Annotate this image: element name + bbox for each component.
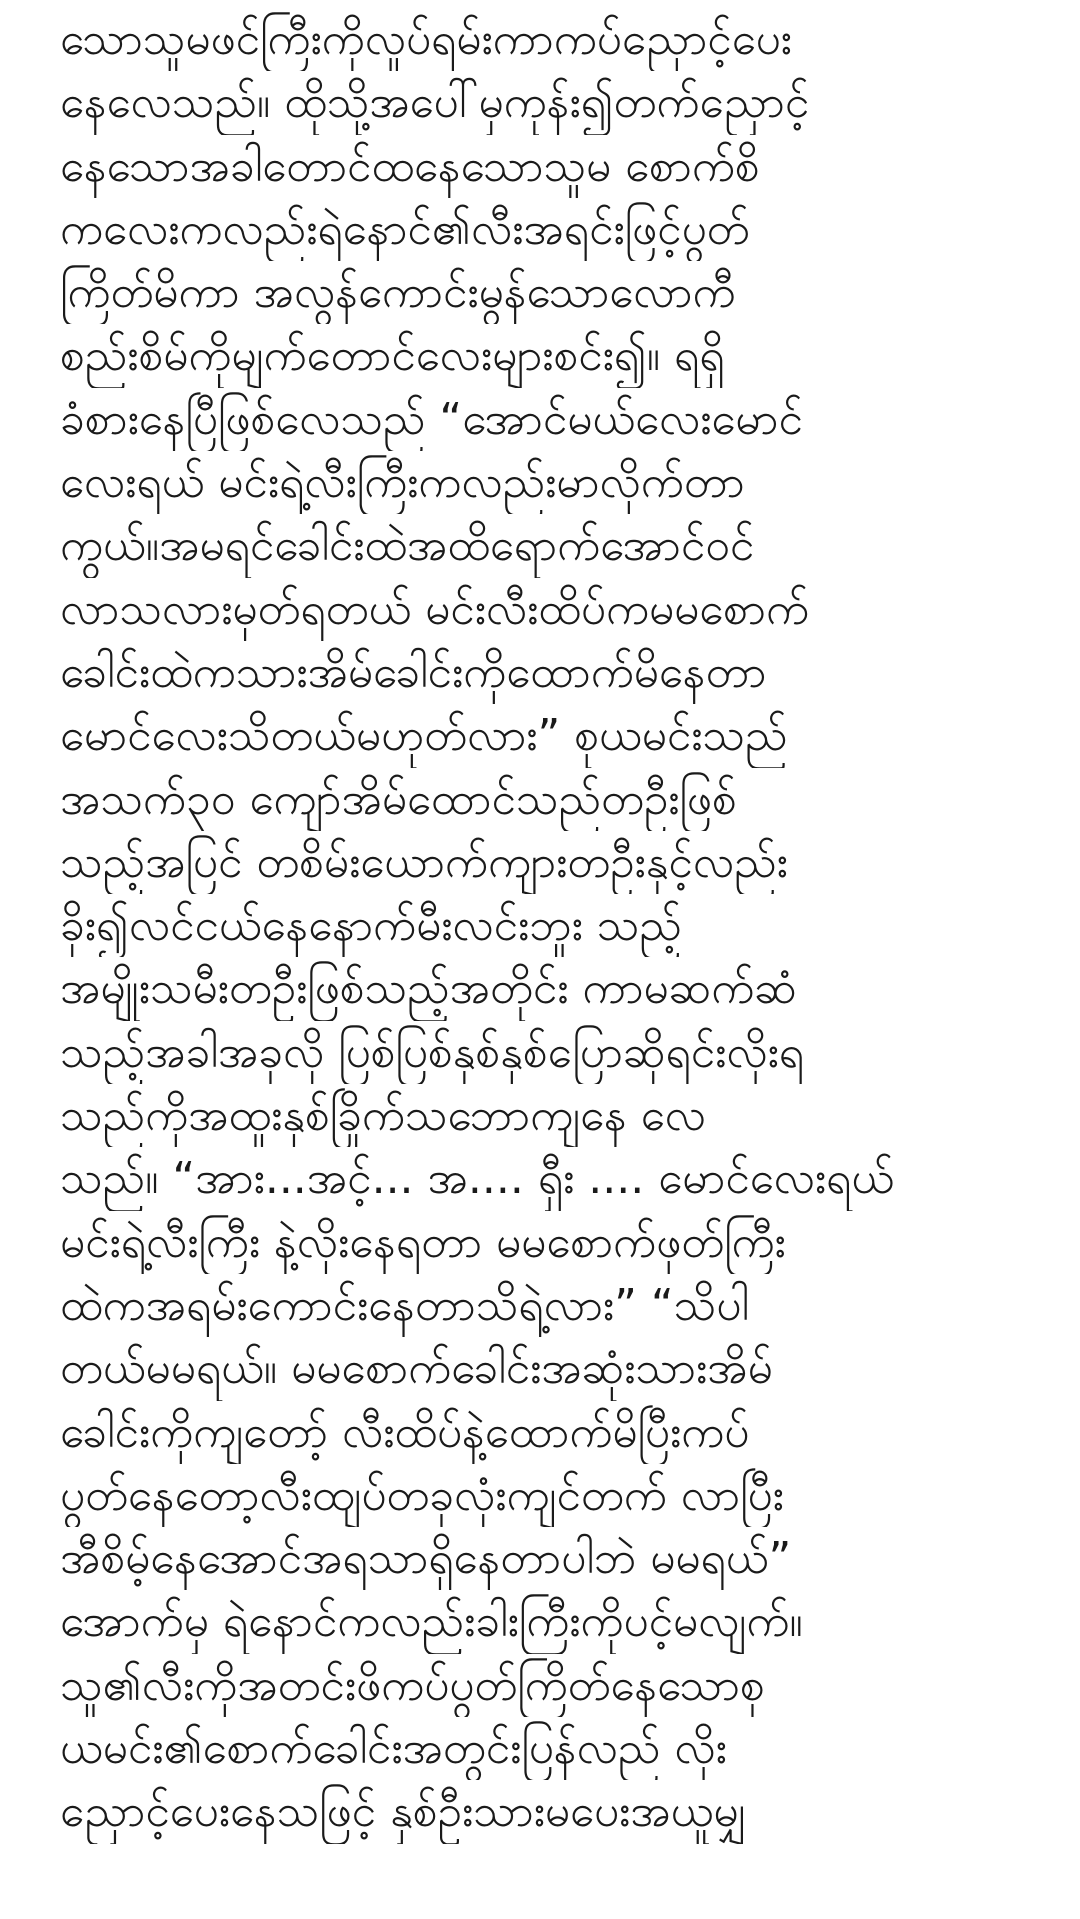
text-line: နေသောအခါတောင်ထနေသောသူမ စောက်စိ [60,140,760,192]
text-line: မင်းရဲ့လီးကြီး နဲ့လိုးနေရတာ မမစောက်ဖုတ်ကြီး [60,1216,786,1268]
text-line: အီစိမ့်နေအောင်အရသာရှိနေတာပါဘဲ မမရယ်” [60,1533,792,1585]
body-text [60,8,1040,1844]
text-line: သည်ကိုအထူးနှစ်ခြိုက်သဘောကျနေ လေ [60,1090,706,1142]
text-line: ကြိတ်မိကာ အလွန်ကောင်းမွန်သောလောကီ [60,267,736,319]
text-line: အောက်မှ ရဲနောင်ကလည်းခါးကြီးကိုပင့်မလျက်။ [60,1596,803,1648]
text-line: မောင်လေးသိတယ်မဟုတ်လား” စုယမင်းသည် [60,710,788,762]
text-line: နေလေသည်။ ထိုသို့အပေါ်မှကုန်း၍တက်ညှောင့် [60,77,810,129]
text-line: အသက်၃၀ ကျော်အိမ်ထောင်သည်တဦးဖြစ် [60,773,737,825]
text-line: ခံစားနေပြီဖြစ်လေသည် “အောင်မယ်လေးမောင် [60,393,803,445]
text-line: သူ၏လီးကိုအတင်းဖိကပ်ပွတ်ကြိတ်နေသောစု [60,1659,765,1711]
text-line: ခိုး၍လင်ငယ်နေနောက်မီးလင်းဘူး သည့် [60,900,682,952]
text-line: ထဲကအရမ်းကောင်းနေတာသိရဲ့လား” “သိပါ [60,1279,749,1331]
text-line: သည်။ “အား...အင့်... အ.... ရှီး .... မောင်လေးရယ် [60,1153,895,1205]
text-line: ကွယ်။အမရင်ခေါင်းထဲအထိရောက်အောင်ဝင် [60,520,755,572]
text-line: ညှောင့်ပေးနေသဖြင့် နှစ်ဦးသားမပေးအယူမျှ [60,1786,748,1838]
text-line: သည့်အခါအခုလို ပြစ်ပြစ်နှစ်နှစ်ပြောဆိုရင်းလိုးရ [60,1026,805,1078]
text-line: ခေါင်းထဲကသားအိမ်ခေါင်းကိုထောက်မိနေတာ [60,646,767,698]
text-line: အမျိုးသမီးတဦးဖြစ်သည့်အတိုင်း ကာမဆက်ဆံ [60,963,797,1015]
text-line: ပွတ်နေတော့လီးထျပ်တခုလုံးကျင်တက် လာပြီး [60,1469,784,1521]
text-line: လာသလားမှတ်ရတယ် မင်းလီးထိပ်ကမမစောက် [60,583,810,635]
text-line: ကလေးကလည်းရဲနောင်၏လီးအရင်းဖြင့်ပွတ် [60,203,750,255]
text-line: တယ်မမရယ်။ မမစောက်ခေါင်းအဆုံးသားအိမ် [60,1343,773,1395]
text-line: သည့်အပြင် တစိမ်းယောက်ကျားတဦးနှင့်လည်း [60,836,788,888]
text-line: လေးရယ် မင်းရဲ့လီးကြီးကလည်းမာလိုက်တာ [60,457,745,509]
text-line: သောသူမဖင်ကြီးကိုလှုပ်ရမ်းကာကပ်ညှောင့်ပေး [60,14,792,65]
text-line: ခေါင်းကိုကျတော့် လီးထိပ်နဲ့ထောက်မိပြီးကပ် [60,1406,750,1458]
text-line: စည်းစိမ်ကိုမျက်တောင်လေးများစင်း၍။ ရရှိ [60,330,725,382]
text-line: ယမင်း၏စောက်ခေါင်းအတွင်းပြန်လည် လိုး [60,1723,727,1775]
